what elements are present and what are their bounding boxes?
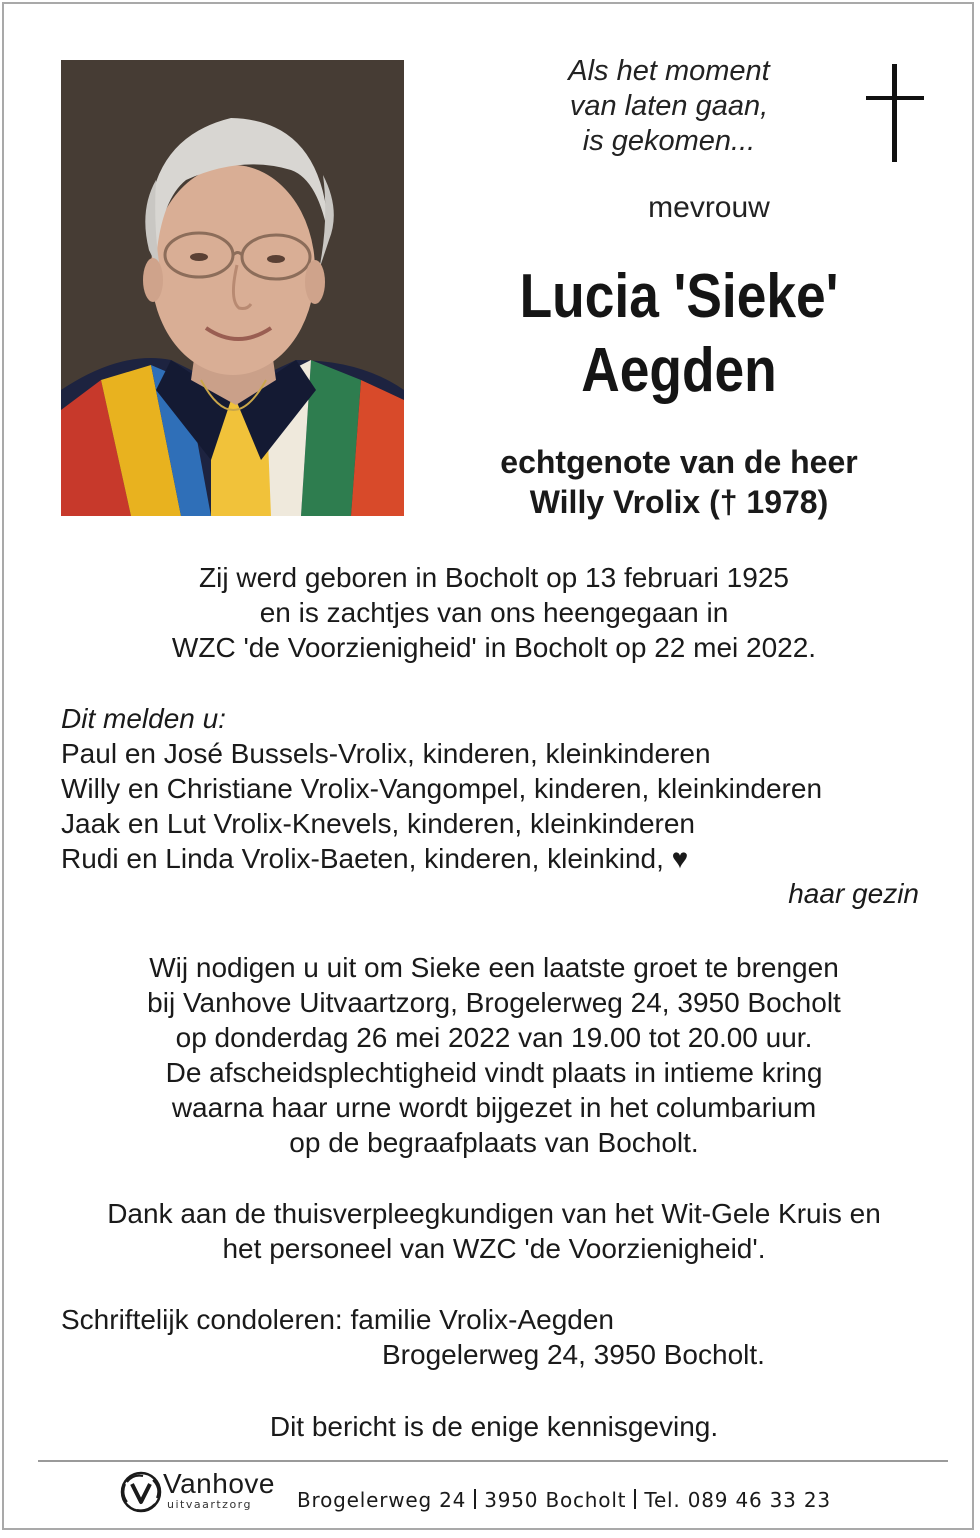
family-signature: haar gezin <box>788 878 919 909</box>
condolence-line: Schriftelijk condoleren: familie Vrolix-Aegden <box>61 1304 614 1335</box>
footer-address: Brogelerweg 24 <box>297 1488 467 1512</box>
footer-phone: Tel. 089 46 33 23 <box>644 1488 831 1512</box>
poem-line: is gekomen... <box>582 125 756 157</box>
portrait-illustration <box>61 60 404 516</box>
family-line: Jaak en Lut Vrolix-Knevels, kinderen, kleinkinderen <box>61 808 695 839</box>
footer-contact <box>297 1488 831 1512</box>
text-line: WZC 'de Voorzienigheid' in Bocholt op 22 mei 2022. <box>171 632 817 663</box>
cross-icon <box>866 64 924 164</box>
obituary-card <box>2 2 974 1530</box>
text-line: bij Vanhove Uitvaartzorg, Brogelerweg 24, 3950 Bocholt <box>147 987 841 1018</box>
text-line: waarna haar urne wordt bijgezet in het columbarium <box>171 1092 817 1123</box>
family-line: Rudi en Linda Vrolix-Baeten, kinderen, kleinkind, ♥ <box>61 843 689 874</box>
text-line: het personeel van WZC 'de Voorzienigheid'. <box>222 1233 766 1264</box>
portrait-photo <box>61 60 404 516</box>
text-line: en is zachtjes van ons heengegaan in <box>259 597 729 628</box>
poem-line: Als het moment <box>568 55 770 87</box>
family-line: Paul en José Bussels-Vrolix, kinderen, kleinkinderen <box>61 738 711 769</box>
divider <box>38 1460 948 1462</box>
poem <box>524 54 814 159</box>
name-line: Aegden <box>581 336 777 405</box>
text-line: Zij werd geboren in Bocholt op 13 februari 1925 <box>199 562 789 593</box>
text-line: De afscheidsplechtigheid vindt plaats in intieme kring <box>165 1057 823 1088</box>
family-list <box>61 701 931 911</box>
birth-death-text <box>44 560 944 665</box>
thanks-text <box>44 1196 944 1266</box>
family-line: Willy en Christiane Vrolix-Vangompel, kinderen, kleinkinderen <box>61 773 823 804</box>
family-intro: Dit melden u: <box>61 703 226 734</box>
deceased-name <box>460 260 899 408</box>
brand-subtitle: uitvaartzorg <box>167 1498 252 1511</box>
spouse-line: Willy Vrolix († 1978) <box>529 484 829 520</box>
name-line: Lucia 'Sieke' <box>519 262 839 331</box>
spouse-line: echtgenote van de heer <box>500 444 858 480</box>
footer-city: 3950 Bocholt <box>484 1488 627 1512</box>
notice-text: Dit bericht is de enige kennisgeving. <box>269 1411 719 1442</box>
condolence-info <box>61 1302 931 1372</box>
poem-line: van laten gaan, <box>569 90 769 122</box>
invitation-text <box>44 950 944 1160</box>
honorific: mevrouw <box>648 191 770 224</box>
text-line: op de begraafplaats van Bocholt. <box>289 1127 699 1158</box>
text-line: Dank aan de thuisverpleegkundigen van het Wit-Gele Kruis en <box>107 1198 881 1229</box>
text-line: op donderdag 26 mei 2022 van 19.00 tot 20.00 uur. <box>175 1022 813 1053</box>
spouse-info <box>424 442 934 522</box>
brand-name: Vanhove <box>163 1468 275 1499</box>
text-line: Wij nodigen u uit om Sieke een laatste groet te brengen <box>149 952 839 983</box>
condolence-address: Brogelerweg 24, 3950 Bocholt. <box>382 1339 765 1370</box>
funeral-home-footer <box>119 1466 899 1524</box>
vanhove-logo-icon <box>119 1470 163 1514</box>
